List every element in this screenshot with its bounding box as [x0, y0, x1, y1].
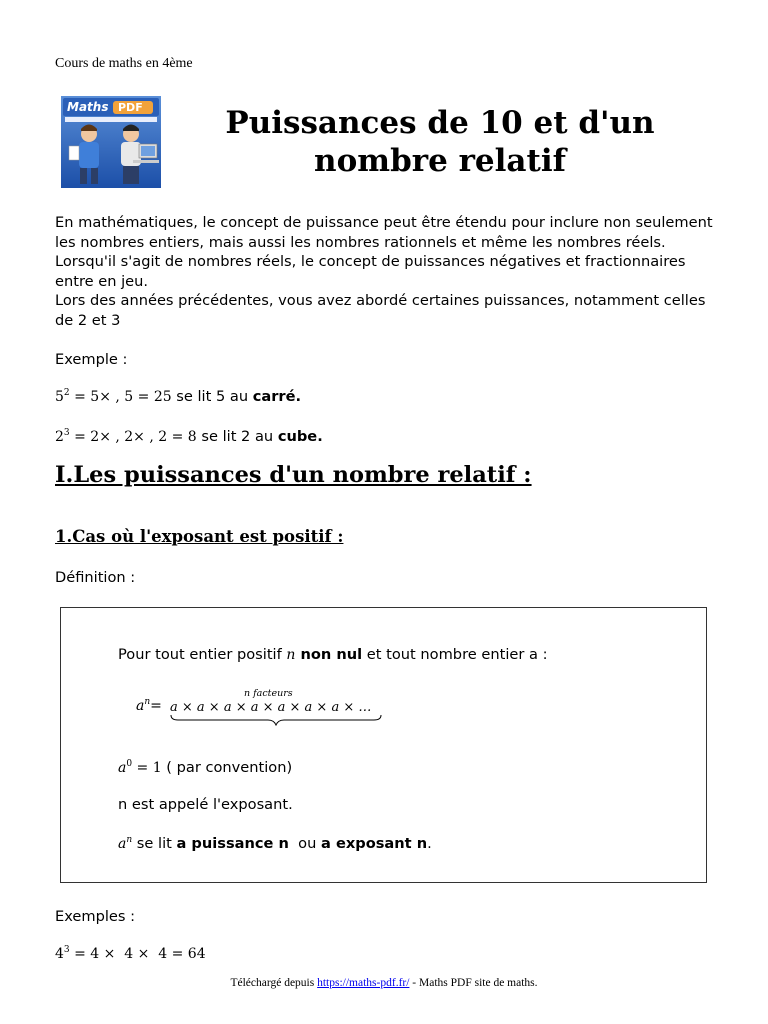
- power-formula: [136, 688, 396, 728]
- zero-exponent-rule: $a^0 = 1$ ( par convention): [118, 759, 293, 776]
- subsection-heading: 1.Cas où l'exposant est positif :: [55, 527, 344, 546]
- footer-link[interactable]: https://maths-pdf.fr/: [317, 977, 410, 989]
- power-reading: $a^n$ se lit a puissance n ou a exposant n.: [118, 835, 432, 852]
- example-square: $5^2 = 5\times$ , 5 = 25 se lit 5 au carré.: [55, 388, 302, 405]
- formula-square: $5^2 = 5\times$ , 5 = 25: [55, 388, 172, 405]
- definition-label: Définition :: [55, 569, 136, 586]
- exponent-definition: n est appelé l'exposant.: [118, 796, 293, 813]
- svg-text:Maths: Maths: [67, 100, 109, 114]
- page-title: Puissances de 10 et d'un nombre relatif: [225, 105, 655, 179]
- footer-suffix: - Maths PDF site de maths.: [409, 977, 538, 989]
- examples-label: Exemples :: [55, 908, 136, 925]
- product-expression: a × a × a × a × a × a × a × …: [170, 700, 372, 715]
- intro-paragraph-1: En mathématiques, le concept de puissance peut être étendu pour inclure non seulement les nombres entiers, mais aussi les nombres rationnels et même les nombres réels. Lorsqu'il s'agit de nombres réels, le concept de puissances négatives et fractionnaires entre en jeu.: [55, 214, 713, 290]
- example-power-4: $4^3 = 4 \times 4 \times 4 = 64$: [55, 945, 206, 962]
- footer-prefix: Téléchargé depuis: [230, 977, 318, 989]
- zero-exponent-formula: $a^0 = 1$: [118, 759, 162, 776]
- power-reading-formula: $a^n$: [118, 835, 133, 852]
- example-label: Exemple :: [55, 351, 128, 368]
- course-label: Cours de maths en 4ème: [55, 56, 193, 71]
- power-lhs: $a^n=$: [136, 697, 162, 714]
- brace-label: n facteurs: [244, 688, 293, 699]
- formula-cube: $2^3 = 2\times$ , 2× , 2 = 8: [55, 428, 197, 445]
- maths-pdf-logo: [61, 96, 161, 188]
- section-heading: I.Les puissances d'un nombre relatif :: [55, 462, 532, 488]
- example-cube: $2^3 = 2\times$ , 2× , 2 = 8 se lit 2 au cube.: [55, 428, 323, 445]
- definition-statement: Pour tout entier positif n non nul et tout nombre entier a :: [118, 646, 548, 663]
- underbrace: [170, 714, 382, 726]
- intro-paragraph-2: Lors des années précédentes, vous avez abordé certaines puissances, notamment celles de 2 et 3: [55, 292, 706, 329]
- svg-text:PDF: PDF: [118, 101, 143, 114]
- footer: [0, 977, 768, 989]
